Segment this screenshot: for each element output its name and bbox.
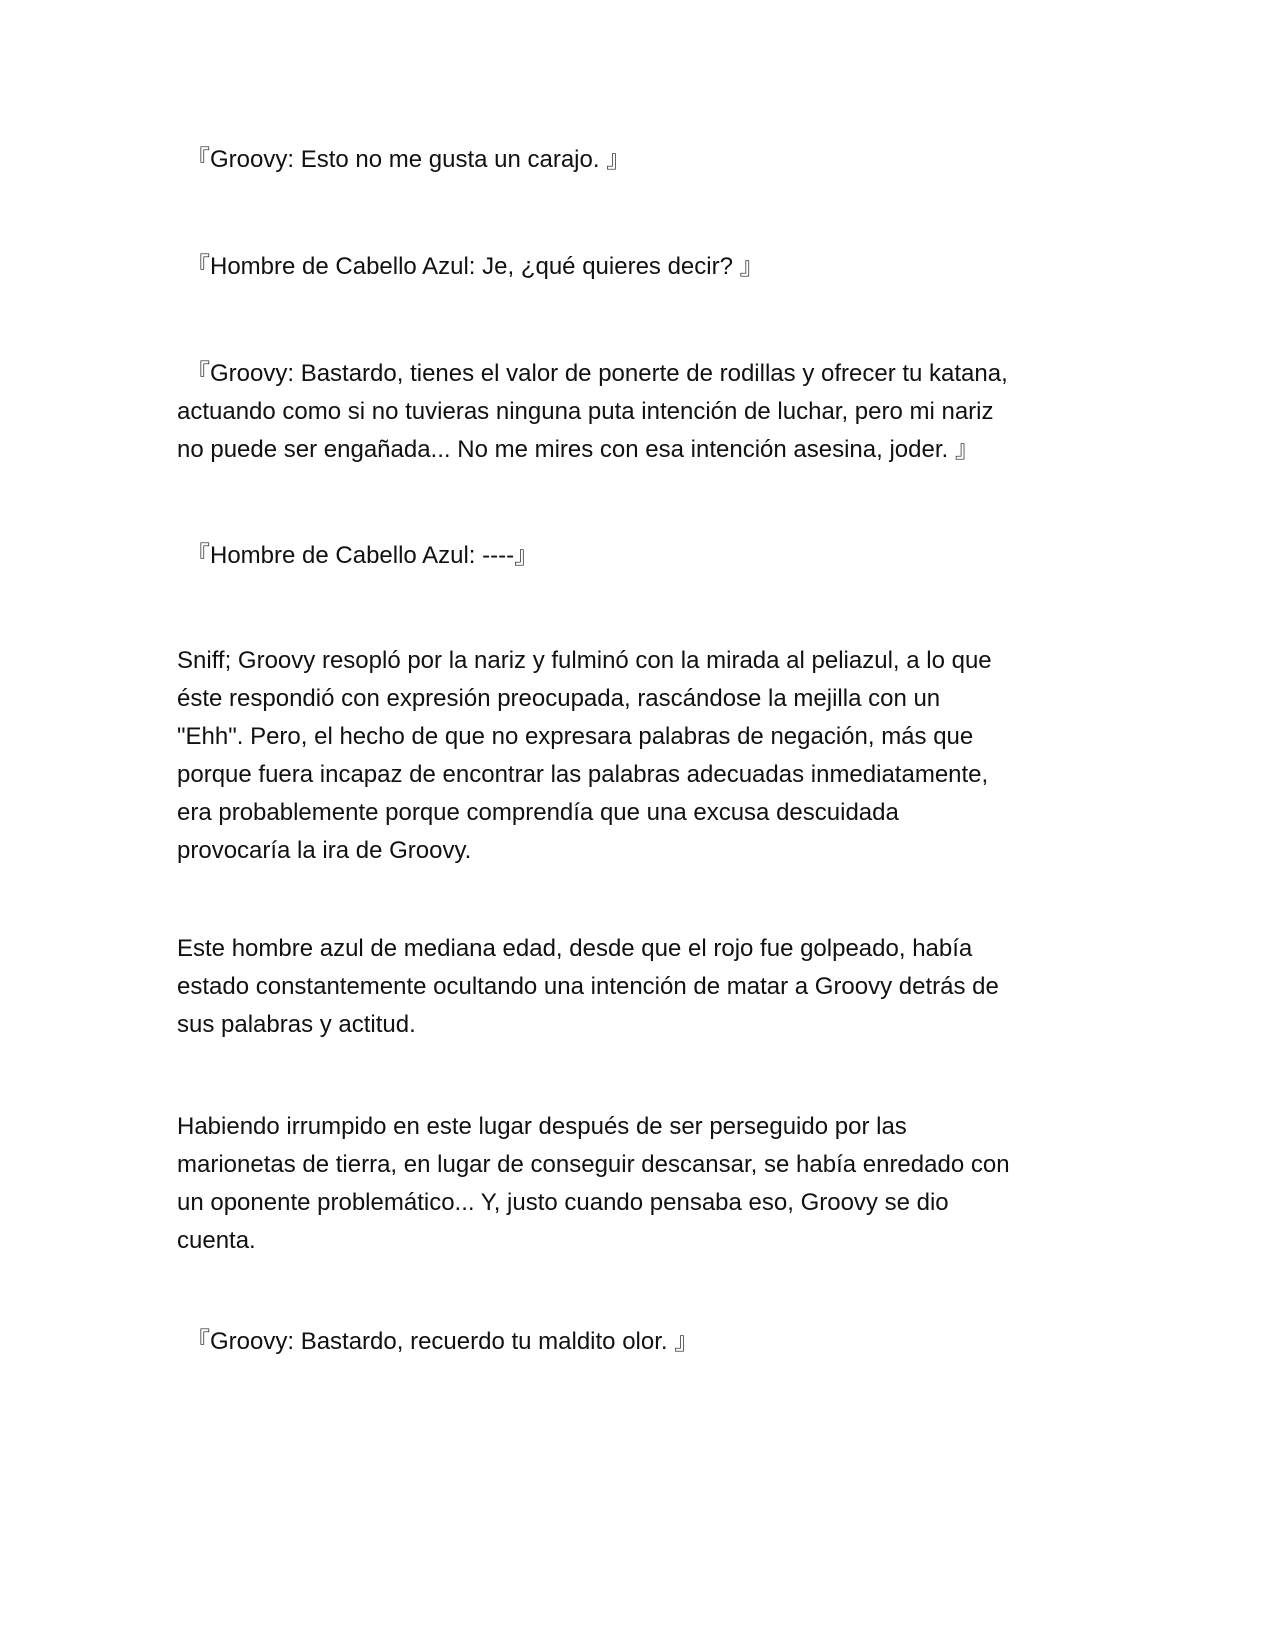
text-line: éste respondió con expresión preocupada, rascándose la mejilla con un bbox=[177, 685, 941, 712]
text-line: cuenta. bbox=[177, 1227, 256, 1254]
text-line: Sniff; Groovy resopló por la nariz y fulminó con la mirada al peliazul, a lo que bbox=[177, 647, 992, 674]
narration-paragraph bbox=[177, 930, 1102, 1044]
text-line: 『Groovy: Bastardo, recuerdo tu maldito olor. 』 bbox=[186, 1328, 699, 1355]
text-line: sus palabras y actitud. bbox=[177, 1011, 416, 1038]
dialogue-paragraph bbox=[186, 537, 1111, 575]
text-line: porque fuera incapaz de encontrar las palabras adecuadas inmediatamente, bbox=[177, 761, 989, 788]
text-line: Habiendo irrumpido en este lugar después de ser perseguido por las bbox=[177, 1113, 907, 1140]
dialogue-paragraph bbox=[186, 1323, 1111, 1361]
text-line: 『Groovy: Bastardo, tienes el valor de ponerte de rodillas y ofrecer tu katana, bbox=[186, 360, 1008, 387]
dialogue-paragraph bbox=[186, 141, 1111, 179]
text-line: 『Hombre de Cabello Azul: Je, ¿qué quieres decir? 』 bbox=[186, 253, 764, 280]
text-line: era probablemente porque comprendía que una excusa descuidada bbox=[177, 799, 899, 826]
text-line: provocaría la ira de Groovy. bbox=[177, 837, 472, 864]
narration-paragraph bbox=[177, 1108, 1102, 1260]
dialogue-paragraph bbox=[186, 248, 1111, 286]
text-line: Este hombre azul de mediana edad, desde que el rojo fue golpeado, había bbox=[177, 935, 973, 962]
narration-paragraph bbox=[177, 642, 1102, 870]
text-line: actuando como si no tuvieras ninguna puta intención de luchar, pero mi nariz bbox=[177, 398, 994, 425]
text-line: marionetas de tierra, en lugar de conseguir descansar, se había enredado con bbox=[177, 1151, 1010, 1178]
text-line: 『Groovy: Esto no me gusta un carajo. 』 bbox=[186, 146, 631, 173]
text-line: estado constantemente ocultando una intención de matar a Groovy detrás de bbox=[177, 973, 999, 1000]
text-line: no puede ser engañada... No me mires con esa intención asesina, joder. 』 bbox=[177, 436, 979, 463]
text-line: 『Hombre de Cabello Azul: ----』 bbox=[186, 542, 539, 569]
text-line: un oponente problemático... Y, justo cuando pensaba eso, Groovy se dio bbox=[177, 1189, 949, 1216]
dialogue-paragraph bbox=[177, 355, 1102, 469]
text-line: "Ehh". Pero, el hecho de que no expresara palabras de negación, más que bbox=[177, 723, 974, 750]
